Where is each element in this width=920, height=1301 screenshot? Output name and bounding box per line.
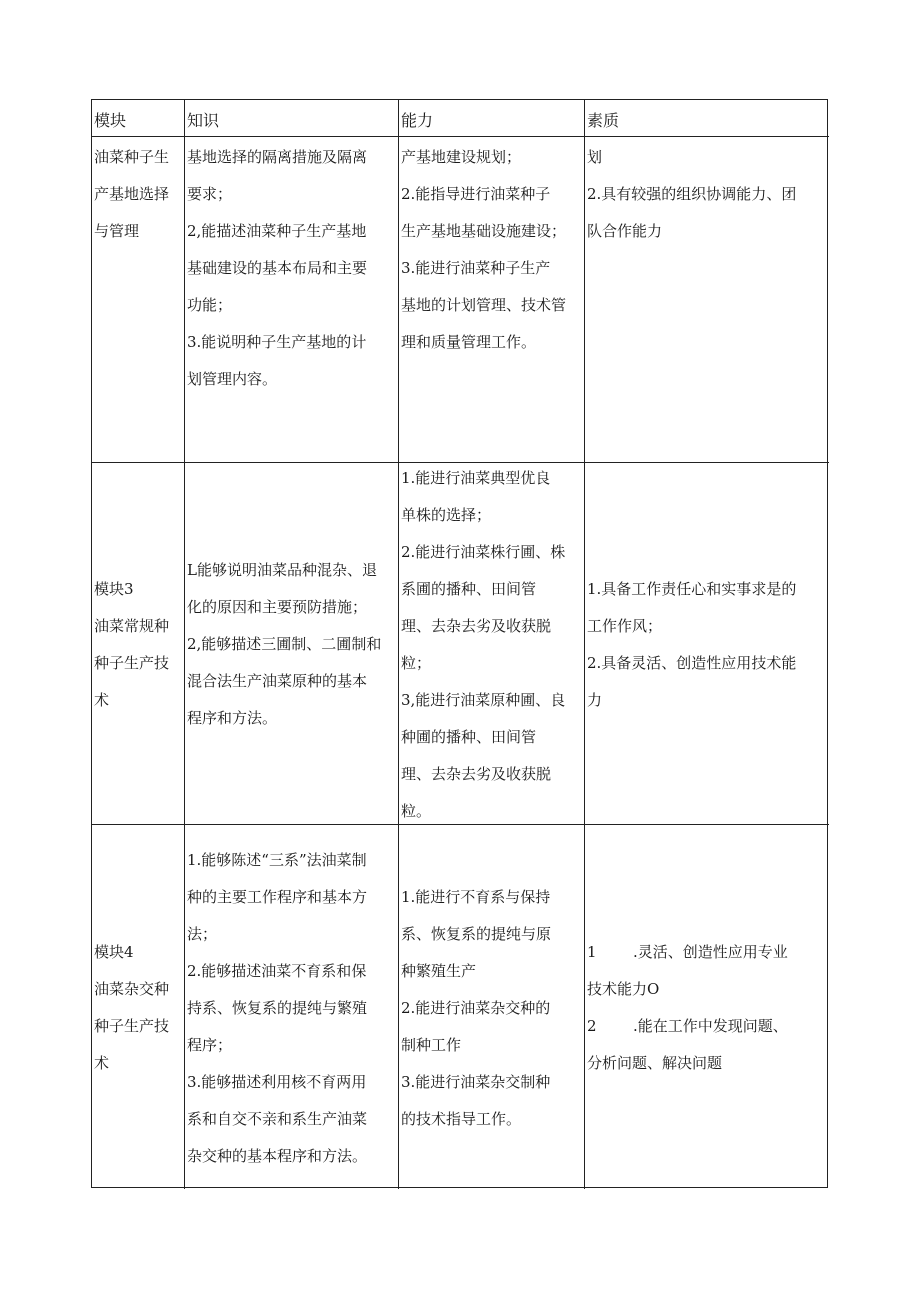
row2-module-line: 油菜常规种 bbox=[94, 616, 170, 635]
row3-ability-line: 种繁殖生产 bbox=[401, 961, 477, 980]
row1-quality bbox=[585, 137, 829, 463]
row3-ability bbox=[399, 825, 585, 1189]
row2-ability-line: 种圃的播种、田间管 bbox=[401, 727, 537, 746]
row1-knowledge-line: 功能； bbox=[187, 296, 233, 314]
row3-ability-line: 3.能进行油菜杂交制种 bbox=[401, 1072, 551, 1091]
row3-quality bbox=[585, 825, 829, 1189]
row1-ability bbox=[399, 137, 585, 463]
item-text: .灵活、创造性应用专业 bbox=[633, 943, 788, 961]
row3-module-line: 种子生产技 bbox=[94, 1017, 170, 1035]
row2-knowledge-line: 程序和方法。 bbox=[187, 709, 278, 727]
row2-quality-line: 2.具备灵活、创造性应用技术能 bbox=[587, 653, 797, 672]
row1-knowledge-line: 基础建设的基本布局和主要 bbox=[187, 259, 368, 277]
row3-module-line: 术 bbox=[94, 1054, 110, 1072]
row3-knowledge bbox=[185, 825, 399, 1189]
row1-quality-line: 2.具有较强的组织协调能力、团 bbox=[587, 185, 797, 203]
row3-knowledge-line: 程序； bbox=[187, 1035, 233, 1054]
row2-knowledge-line: 2,能够描述三圃制、二圃制和 bbox=[187, 635, 382, 653]
row1-ability-line: 基地的计划管理、技术管 bbox=[401, 296, 567, 314]
row2-module-line: 术 bbox=[94, 690, 110, 709]
row2-module-line: 种子生产技 bbox=[94, 653, 170, 672]
row1-knowledge-line: 3.能说明种子生产基地的计 bbox=[187, 333, 367, 351]
row3-knowledge-line: 持系、恢复系的提纯与繁殖 bbox=[187, 998, 368, 1017]
row1-module bbox=[92, 137, 185, 463]
row1-ability-line: 3.能进行油菜种子生产 bbox=[401, 259, 551, 277]
row1-knowledge-line: 要求； bbox=[187, 185, 233, 203]
row3-ability-line: 系、恢复系的提纯与原 bbox=[401, 924, 552, 943]
header-ability: 能力 bbox=[399, 100, 585, 137]
row2-quality bbox=[585, 463, 829, 825]
row2-quality-line: 工作作风； bbox=[587, 616, 663, 635]
row1-module-line: 油菜种子生 bbox=[94, 148, 170, 166]
row1-knowledge-line: 划管理内容。 bbox=[187, 370, 278, 388]
row3-knowledge-line: 系和自交不亲和系生产油菜 bbox=[187, 1109, 368, 1128]
row3-quality-item bbox=[587, 971, 827, 1008]
item-text: .能在工作中发现问题、 bbox=[633, 1017, 788, 1035]
row2-module bbox=[92, 463, 185, 825]
row3-knowledge-line: 2.能够描述油菜不育系和保 bbox=[187, 961, 367, 980]
row3-knowledge-line: 3.能够描述利用核不育两用 bbox=[187, 1072, 367, 1091]
row2-ability-line: 3,能进行油菜原种圃、良 bbox=[401, 690, 566, 709]
row1-knowledge bbox=[185, 137, 399, 463]
row2-knowledge-line: 混合法生产油菜原种的基本 bbox=[187, 672, 368, 690]
row3-ability-line: 1.能进行不育系与保持 bbox=[401, 887, 551, 906]
row3-knowledge-line: 1.能够陈述“三系”法油菜制 bbox=[187, 850, 367, 869]
row2-ability-line: 粒； bbox=[401, 653, 432, 672]
row2-knowledge-line: L能够说明油菜品种混杂、退 bbox=[187, 561, 377, 579]
row3-module bbox=[92, 825, 185, 1189]
row1-quality-line: 划 bbox=[587, 148, 603, 166]
row1-module-line: 产基地选择 bbox=[94, 185, 170, 203]
item-number: 1 bbox=[587, 943, 597, 961]
row1-ability-line: 生产基地基础设施建设； bbox=[401, 222, 567, 240]
row3-module-line: 油菜杂交种 bbox=[94, 980, 170, 998]
row1-quality-line: 队合作能力 bbox=[587, 222, 663, 240]
curriculum-table bbox=[91, 99, 828, 1188]
row2-knowledge bbox=[185, 463, 399, 825]
row3-ability-line: 制种工作 bbox=[401, 1035, 462, 1054]
row1-ability-line: 2.能指导进行油菜种子 bbox=[401, 185, 551, 203]
row3-ability-line: 2.能进行油菜杂交种的 bbox=[401, 998, 551, 1017]
row3-quality-item bbox=[587, 934, 827, 971]
row2-ability-line: 理、去杂去劣及收获脱 bbox=[401, 616, 552, 635]
header-knowledge: 知识 bbox=[185, 100, 399, 137]
row3-quality-item bbox=[587, 1045, 827, 1082]
row3-quality-item bbox=[587, 1008, 827, 1045]
header-quality: 素质 bbox=[585, 100, 829, 137]
row3-knowledge-line: 杂交种的基本程序和方法。 bbox=[187, 1146, 368, 1165]
row1-knowledge-line: 基地选择的隔离措施及隔离 bbox=[187, 148, 368, 166]
row3-ability-line: 的技术指导工作。 bbox=[401, 1109, 522, 1128]
row2-ability-line: 粒。 bbox=[401, 801, 432, 820]
row2-module-line: 模块3 bbox=[94, 579, 134, 598]
row3-knowledge-line: 种的主要工作程序和基本方 bbox=[187, 887, 368, 906]
row2-ability-line: 系圃的播种、田间管 bbox=[401, 579, 537, 598]
item-text: 技术能力O bbox=[587, 980, 660, 998]
row2-knowledge-line: 化的原因和主要预防措施； bbox=[187, 598, 368, 616]
item-text: 分析问题、解决问题 bbox=[587, 1054, 723, 1072]
row1-knowledge-line: 2,能描述油菜种子生产基地 bbox=[187, 222, 367, 240]
row3-module-line: 模块4 bbox=[94, 943, 134, 961]
row2-ability-line: 1.能进行油菜典型优良 bbox=[401, 468, 551, 487]
row1-ability-line: 理和质量管理工作。 bbox=[401, 333, 537, 351]
row2-ability-line: 单株的选择； bbox=[401, 505, 492, 524]
row1-module-line: 与管理 bbox=[94, 222, 140, 240]
row2-ability bbox=[399, 463, 585, 825]
row2-ability-line: 2.能进行油菜株行圃、株 bbox=[401, 542, 566, 561]
row2-ability-line: 理、去杂去劣及收获脱 bbox=[401, 764, 552, 783]
row2-quality-line: 力 bbox=[587, 690, 603, 709]
item-number: 2 bbox=[587, 1017, 597, 1035]
row3-knowledge-line: 法； bbox=[187, 924, 218, 943]
row2-quality-line: 1.具备工作责任心和实事求是的 bbox=[587, 579, 797, 598]
header-module: 模块 bbox=[92, 100, 185, 137]
row1-ability-line: 产基地建设规划； bbox=[401, 148, 522, 166]
